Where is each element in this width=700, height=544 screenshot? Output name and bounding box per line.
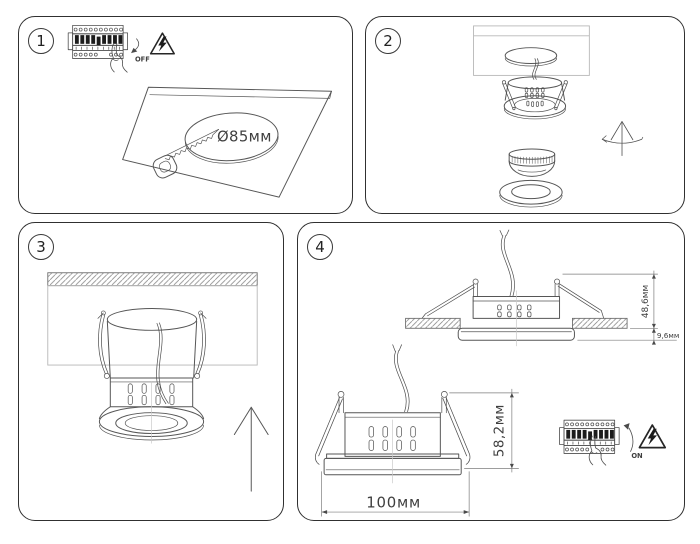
ceiling-hatch-right [572, 318, 627, 328]
dimension-recessed-height [563, 271, 680, 345]
switch-off-arrow-icon [131, 39, 139, 53]
circuit-breaker-on [560, 420, 644, 465]
step-4-panel [297, 222, 685, 521]
switch-on-arrow-icon [624, 423, 633, 451]
vent-slots [498, 305, 531, 317]
install-up-arrow-icon [234, 407, 268, 491]
power-wire [156, 323, 168, 404]
fixture-assembly [98, 308, 206, 443]
fixture-width-label: 100мм [366, 493, 422, 512]
fixture-height-label: 58,2мм [492, 404, 508, 458]
breaker-on-label: ON [631, 451, 643, 460]
spring-clip-right [554, 279, 603, 318]
ceiling-hatch [48, 273, 257, 286]
step-2-number: 2 [375, 28, 401, 54]
ceiling-tile [123, 87, 332, 197]
fixture-housing [502, 77, 567, 119]
mounting-hole [505, 48, 556, 66]
step-4-number: 4 [307, 234, 333, 260]
step-3-number: 3 [28, 234, 54, 260]
step-1-number: 1 [28, 28, 54, 54]
trim-ring [500, 180, 562, 207]
recessed-height-label: 48,6мм [640, 284, 651, 319]
step-1-panel [18, 16, 353, 214]
breaker-off-label: OFF [134, 55, 150, 64]
step-3-panel [18, 222, 284, 521]
ceiling-hatch-left [406, 318, 461, 328]
power-wire [532, 59, 538, 80]
ceiling-cross-section [48, 273, 257, 365]
electrical-hazard-icon [639, 425, 665, 448]
power-wire [500, 230, 515, 297]
ceiling-cross-section [474, 26, 590, 75]
power-wire [393, 345, 410, 412]
rotate-arrow-icon [602, 121, 643, 155]
electrical-hazard-icon [151, 33, 175, 54]
vent-slots [369, 427, 415, 451]
trim-height-label: 9,6мм [656, 331, 680, 341]
pointing-hand-icon [111, 43, 128, 72]
spring-clip-left [422, 279, 478, 318]
recessed-fixture-side-view [406, 230, 680, 346]
spring-clip-right [441, 391, 470, 464]
dimension-fixture-width [322, 471, 470, 516]
circuit-breaker-off [68, 25, 150, 72]
spring-clip-left [315, 391, 344, 464]
step-2-panel [365, 16, 685, 214]
cutout-diameter-label: Ø85мм [216, 128, 272, 146]
gx53-lamp [509, 149, 555, 176]
fixture-front-view [315, 345, 518, 517]
